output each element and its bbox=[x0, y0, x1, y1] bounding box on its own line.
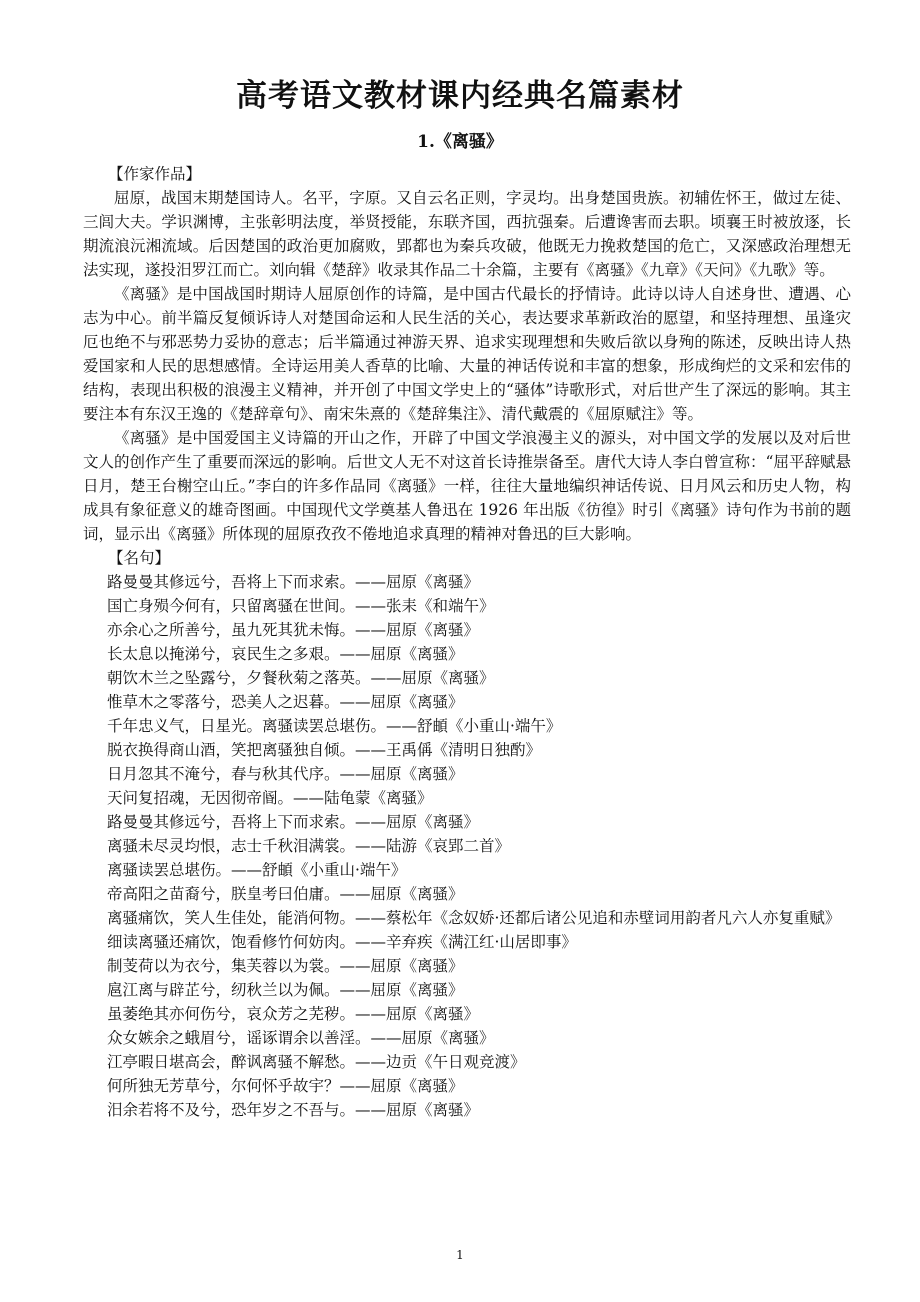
page-number: 1 bbox=[456, 1248, 464, 1262]
document-body bbox=[83, 162, 851, 1122]
document-title: 高考语文教材课内经典名篇素材 bbox=[236, 78, 684, 114]
poem-intro-paragraph: 《离骚》是中国战国时期诗人屈原创作的诗篇，是中国古代最长的抒情诗。此诗以诗人自述身世、遭遇、心志为中心。前半篇反复倾诉诗人对楚国命运和人民生活的关心，表达要求革新政治的愿望，和坚持理想、虽逢灾厄也绝不与邪恶势力妥协的意志；后半篇通过神游天界、追求实现理想和失败后欲以身殉的陈述，反映出诗人热爱国家和人民的思想感情。全诗运用美人香草的比喻、大量的神话传说和丰富的想象，形成绚烂的文采和宏伟的结构，表现出积极的浪漫主义精神，并开创了中国文学史上的“骚体”诗歌形式，对后世产生了深远的影响。其主要注本有东汉王逸的《楚辞章句》、南宋朱熹的《楚辞集注》、清代戴震的《屈原赋注》等。 bbox=[83, 285, 851, 423]
quote-line: 离骚读罢总堪伤。——舒頔《小重山·端午》 bbox=[107, 861, 407, 879]
quote-line: 日月忽其不淹兮，春与秋其代序。——屈原《离骚》 bbox=[107, 765, 464, 783]
quote-line: 路曼曼其修远兮，吾将上下而求索。——屈原《离骚》 bbox=[107, 813, 480, 831]
quote-line: 离骚未尽灵均恨，志士千秋泪满裳。——陆游《哀郢二首》 bbox=[107, 837, 511, 855]
quote-line: 千年忠义气，日星光。离骚读罢总堪伤。——舒頔《小重山·端午》 bbox=[107, 717, 562, 735]
quote-line: 虽萎绝其亦何伤兮，哀众芳之芜秽。——屈原《离骚》 bbox=[107, 1005, 480, 1023]
quote-line: 离骚痛饮，笑人生佳处，能消何物。——蔡松年《念奴娇·还都后诸公见追和赤壁词用韵者凡六人亦复重赋》 bbox=[107, 909, 841, 927]
author-section-heading: 【作家作品】 bbox=[108, 165, 202, 183]
quote-line: 汨余若将不及兮，恐年岁之不吾与。——屈原《离骚》 bbox=[107, 1101, 480, 1119]
quote-line: 何所独无芳草兮，尔何怀乎故宇？——屈原《离骚》 bbox=[107, 1077, 464, 1095]
quote-line: 众女嫉余之蛾眉兮，谣诼谓余以善淫。——屈原《离骚》 bbox=[107, 1029, 495, 1047]
quote-line: 路曼曼其修远兮，吾将上下而求索。——屈原《离骚》 bbox=[107, 573, 480, 591]
influence-paragraph: 《离骚》是中国爱国主义诗篇的开山之作，开辟了中国文学浪漫主义的源头，对中国文学的发展以及对后世文人的创作产生了重要而深远的影响。后世文人无不对这首长诗推崇备至。唐代大诗人李白曾宣称：“屈平辞赋悬日月，楚王台榭空山丘。”李白的许多作品同《离骚》一样，往往大量地编织神话传说、日月风云和历史人物，构成具有象征意义的雄奇图画。中国现代文学奠基人鲁迅在 1926 年出版《彷徨》时引《离骚》诗句作为书前的题词，显示出《离骚》所体现的屈原孜孜不倦地追求真理的精神对鲁迅的巨大影响。 bbox=[83, 429, 851, 543]
author-paragraph: 屈原，战国末期楚国诗人。名平，字原。又自云名正则，字灵均。出身楚国贵族。初辅佐怀王，做过左徒、三闾大夫。学识渊博，主张彰明法度，举贤授能，东联齐国，西抗强秦。后遭谗害而去职。顷襄王时被放逐，长期流浪沅湘流域。后因楚国的政治更加腐败，郢都也为秦兵攻破，他既无力挽救楚国的危亡，又深感政治理想无法实现，遂投汨罗江而亡。刘向辑《楚辞》收录其作品二十余篇，主要有《离骚》《九章》《天问》《九歌》等。 bbox=[83, 189, 851, 279]
quote-line: 脱衣换得商山酒，笑把离骚独自倾。——王禹偁《清明日独酌》 bbox=[107, 741, 542, 759]
quote-line: 国亡身殒今何有，只留离骚在世间。——张耒《和端午》 bbox=[107, 597, 495, 615]
quote-line: 扈江离与辟芷兮，纫秋兰以为佩。——屈原《离骚》 bbox=[107, 981, 464, 999]
quote-line: 亦余心之所善兮，虽九死其犹未悔。——屈原《离骚》 bbox=[107, 621, 480, 639]
quote-list bbox=[83, 570, 851, 1122]
quote-line: 江亭暇日堪高会，醉讽离骚不解愁。——边贡《午日观竞渡》 bbox=[107, 1053, 526, 1071]
quote-line: 制芰荷以为衣兮，集芙蓉以为裳。——屈原《离骚》 bbox=[107, 957, 464, 975]
quote-line: 细读离骚还痛饮，饱看修竹何妨肉。——辛弃疾《满江红·山居即事》 bbox=[107, 933, 577, 951]
quote-line: 长太息以掩涕兮，哀民生之多艰。——屈原《离骚》 bbox=[107, 645, 464, 663]
quote-line: 朝饮木兰之坠露兮，夕餐秋菊之落英。——屈原《离骚》 bbox=[107, 669, 495, 687]
quote-line: 惟草木之零落兮，恐美人之迟暮。——屈原《离骚》 bbox=[107, 693, 464, 711]
quote-line: 帝高阳之苗裔兮，朕皇考曰伯庸。——屈原《离骚》 bbox=[107, 885, 464, 903]
section-title: 1.《离骚》 bbox=[417, 132, 503, 152]
quote-line: 天问复招魂，无因彻帝阍。——陆龟蒙《离骚》 bbox=[107, 789, 433, 807]
quotes-section-heading: 【名句】 bbox=[108, 549, 171, 567]
